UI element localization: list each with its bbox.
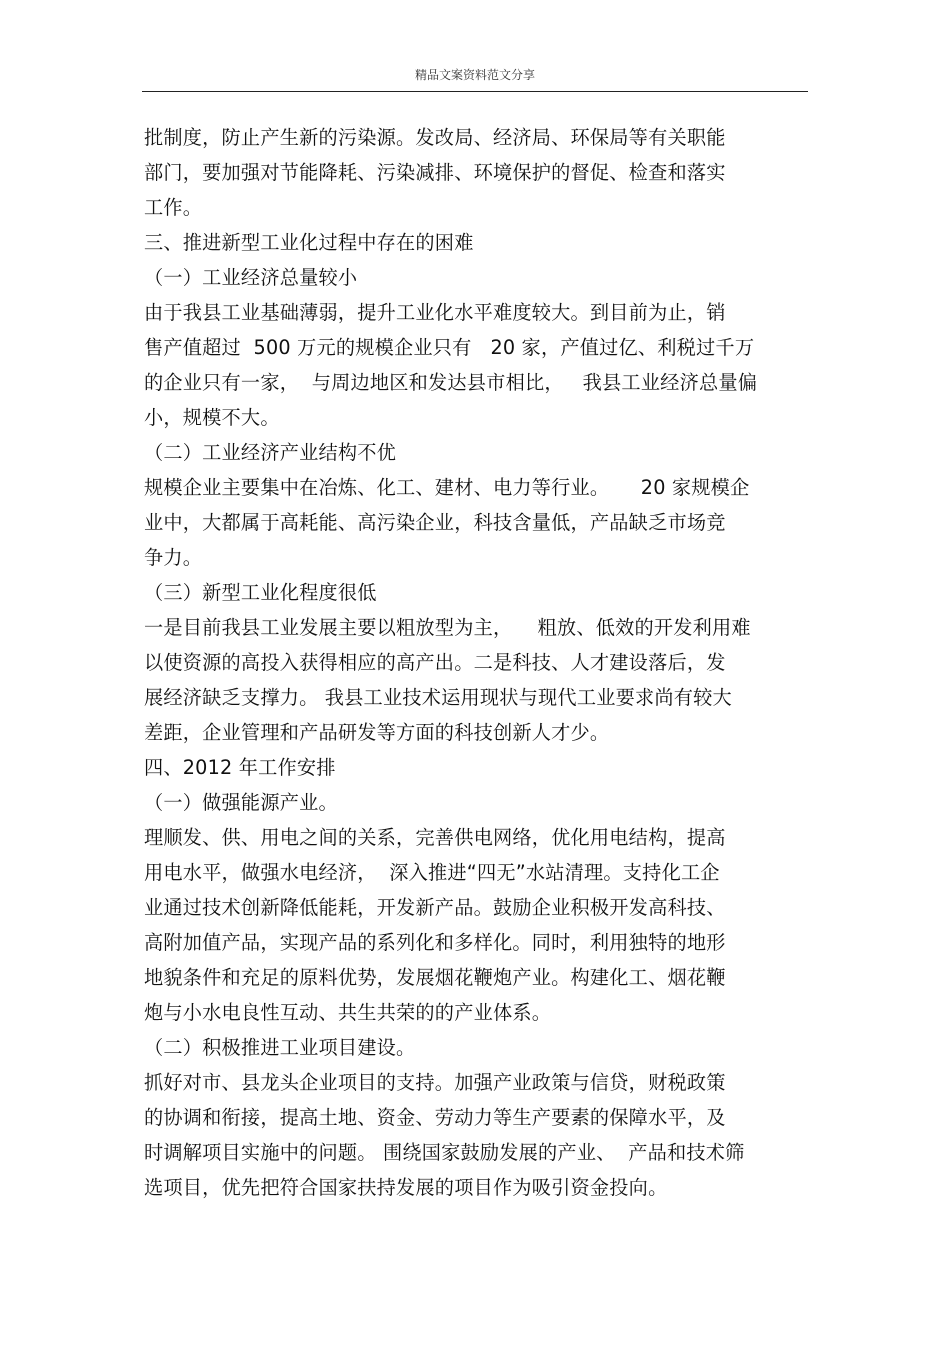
text-line: 规模企业主要集中在冶炼、化工、建材、电力等行业。 20 家规模企 bbox=[144, 476, 750, 499]
text-line: 展经济缺乏支撑力。 我县工业技术运用现状与现代工业要求尚有较大 bbox=[144, 686, 732, 709]
text-line: 业通过技术创新降低能耗，开发新产品。鼓励企业积极开发高科技、 bbox=[144, 896, 726, 919]
subsection-heading: （三）新型工业化程度很低 bbox=[144, 581, 377, 604]
text-line: 理顺发、供、用电之间的关系，完善供电网络，优化用电结构，提高 bbox=[144, 826, 726, 849]
text-line: 由于我县工业基础薄弱，提升工业化水平难度较大。到目前为止，销 bbox=[144, 301, 726, 324]
text-line: 争力。 bbox=[144, 546, 203, 569]
text-line: 选项目，优先把符合国家扶持发展的项目作为吸引资金投向。 bbox=[144, 1176, 668, 1199]
text-line: 炮与小水电良性互动、共生共荣的的产业体系。 bbox=[144, 1001, 552, 1024]
text-line: 的协调和衔接，提高土地、资金、劳动力等生产要素的保障水平，及 bbox=[144, 1106, 726, 1129]
subsection-heading: （二）工业经济产业结构不优 bbox=[144, 441, 397, 464]
subsection-heading: （一）工业经济总量较小 bbox=[144, 266, 358, 289]
text-line: 地貌条件和充足的原料优势，发展烟花鞭炮产业。构建化工、烟花鞭 bbox=[144, 966, 726, 989]
text-line: 抓好对市、县龙头企业项目的支持。加强产业政策与信贷，财税政策 bbox=[144, 1071, 726, 1094]
header-rule bbox=[142, 91, 808, 92]
subsection-heading: （二）积极推进工业项目建设。 bbox=[144, 1036, 416, 1059]
subsection-heading: （一）做强能源产业。 bbox=[144, 791, 338, 814]
text-line: 一是目前我县工业发展主要以粗放型为主， 粗放、低效的开发利用难 bbox=[144, 616, 751, 639]
text-line: 小，规模不大。 bbox=[144, 406, 280, 429]
text-line: 差距，企业管理和产品研发等方面的科技创新人才少。 bbox=[144, 721, 610, 744]
text-line: 批制度，防止产生新的污染源。发改局、经济局、环保局等有关职能 bbox=[144, 126, 726, 149]
text-line: 用电水平，做强水电经济， 深入推进“四无”水站清理。支持化工企 bbox=[144, 861, 720, 884]
section-heading: 三、推进新型工业化过程中存在的困难 bbox=[144, 231, 474, 254]
text-line: 部门，要加强对节能降耗、污染减排、环境保护的督促、检查和落实 bbox=[144, 161, 726, 184]
section-heading: 四、2012 年工作安排 bbox=[144, 756, 336, 779]
text-line: 时调解项目实施中的问题。 围绕国家鼓励发展的产业、 产品和技术筛 bbox=[144, 1141, 745, 1164]
text-line: 业中，大都属于高耗能、高污染企业，科技含量低，产品缺乏市场竞 bbox=[144, 511, 726, 534]
document-body bbox=[144, 120, 810, 1205]
page-header: 精品文案资料范文分享 bbox=[414, 68, 535, 82]
text-line: 售产值超过 500 万元的规模企业只有 20 家，产值过亿、利税过千万 bbox=[144, 336, 755, 359]
text-line: 工作。 bbox=[144, 196, 203, 219]
text-line: 高附加值产品，实现产品的系列化和多样化。同时，利用独特的地形 bbox=[144, 931, 726, 954]
text-line: 的企业只有一家， 与周边地区和发达县市相比， 我县工业经济总量偏 bbox=[144, 371, 758, 394]
text-line: 以使资源的高投入获得相应的高产出。二是科技、人才建设落后，发 bbox=[144, 651, 726, 674]
